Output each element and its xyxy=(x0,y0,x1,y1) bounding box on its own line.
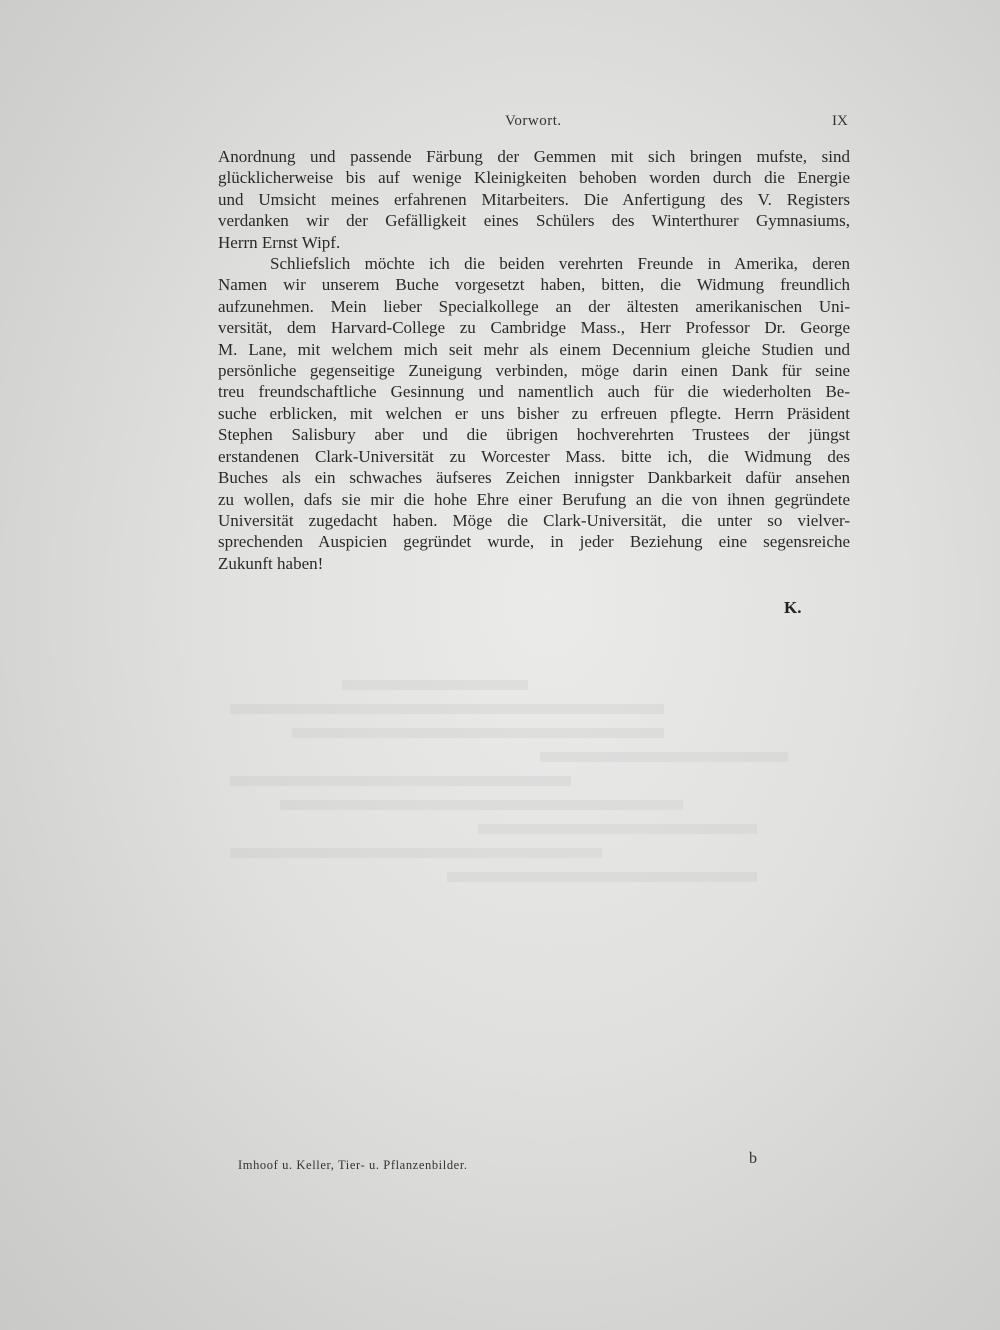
text-line: erstandenen Clark-Universität zu Worcester Mass. bitte ich, die Widmung des xyxy=(218,446,850,466)
text-line: zu wollen, dafs sie mir die hohe Ehre einer Berufung an die von ihnen gegründete xyxy=(218,489,850,509)
signature-line-reference: Imhoof u. Keller, Tier- u. Pflanzenbilder. xyxy=(238,1158,468,1172)
text-line: Namen wir unserem Buche vorgesetzt haben, bitten, die Widmung freundlich xyxy=(218,275,850,295)
text-line: Herrn Ernst Wipf. xyxy=(218,232,341,252)
text-line: persönliche gegenseitige Zuneigung verbinden, möge darin einen Dank für seine xyxy=(218,361,850,381)
text-line: und Umsicht meines erfahrenen Mitarbeiters. Die Anfertigung des V. Registers xyxy=(218,189,850,209)
text-line: sprechenden Auspicien gegründet wurde, in jeder Beziehung eine segensreiche xyxy=(218,532,850,552)
text-line: suche erblicken, mit welchen er uns bisher zu erfreuen pflegte. Herrn Präsident xyxy=(218,403,850,423)
text-line: Stephen Salisbury aber und die übrigen hochverehrten Trustees der jüngst xyxy=(218,425,850,445)
text-line: aufzunehmen. Mein lieber Specialkollege an der ältesten amerikanischen Uni- xyxy=(218,296,850,316)
show-through-shadow xyxy=(230,680,850,940)
body-text xyxy=(218,146,850,574)
text-line: glücklicherweise bis auf wenige Kleinigkeiten behoben worden durch die Energie xyxy=(218,168,850,188)
running-title: Vorwort. xyxy=(505,113,562,129)
author-signature: K. xyxy=(784,598,802,617)
text-line: Anordnung und passende Färbung der Gemmen mit sich bringen mufste, sind xyxy=(218,147,850,166)
signature-mark: b xyxy=(749,1150,757,1167)
text-line: Zukunft haben! xyxy=(218,553,324,573)
text-line: treu freundschaftliche Gesinnung und namentlich auch für die wiederholten Be- xyxy=(218,382,850,402)
page-number: IX xyxy=(832,113,848,129)
text-line: versität, dem Harvard-College zu Cambridge Mass., Herr Professor Dr. George xyxy=(218,318,850,338)
text-line: Buches als ein schwaches äufseres Zeichen innigster Dankbarkeit dafür ansehen xyxy=(218,468,850,488)
page-header xyxy=(0,113,1000,135)
text-line: Universität zugedacht haben. Möge die Clark-Universität, die unter so vielver- xyxy=(218,510,850,530)
text-line: M. Lane, mit welchem mich seit mehr als einem Decennium gleiche Studien und xyxy=(218,339,850,359)
text-line: verdanken wir der Gefälligkeit eines Schülers des Winterthurer Gymnasiums, xyxy=(218,211,850,231)
text-line: Schliefslich möchte ich die beiden verehrten Freunde in Amerika, deren xyxy=(270,254,850,274)
